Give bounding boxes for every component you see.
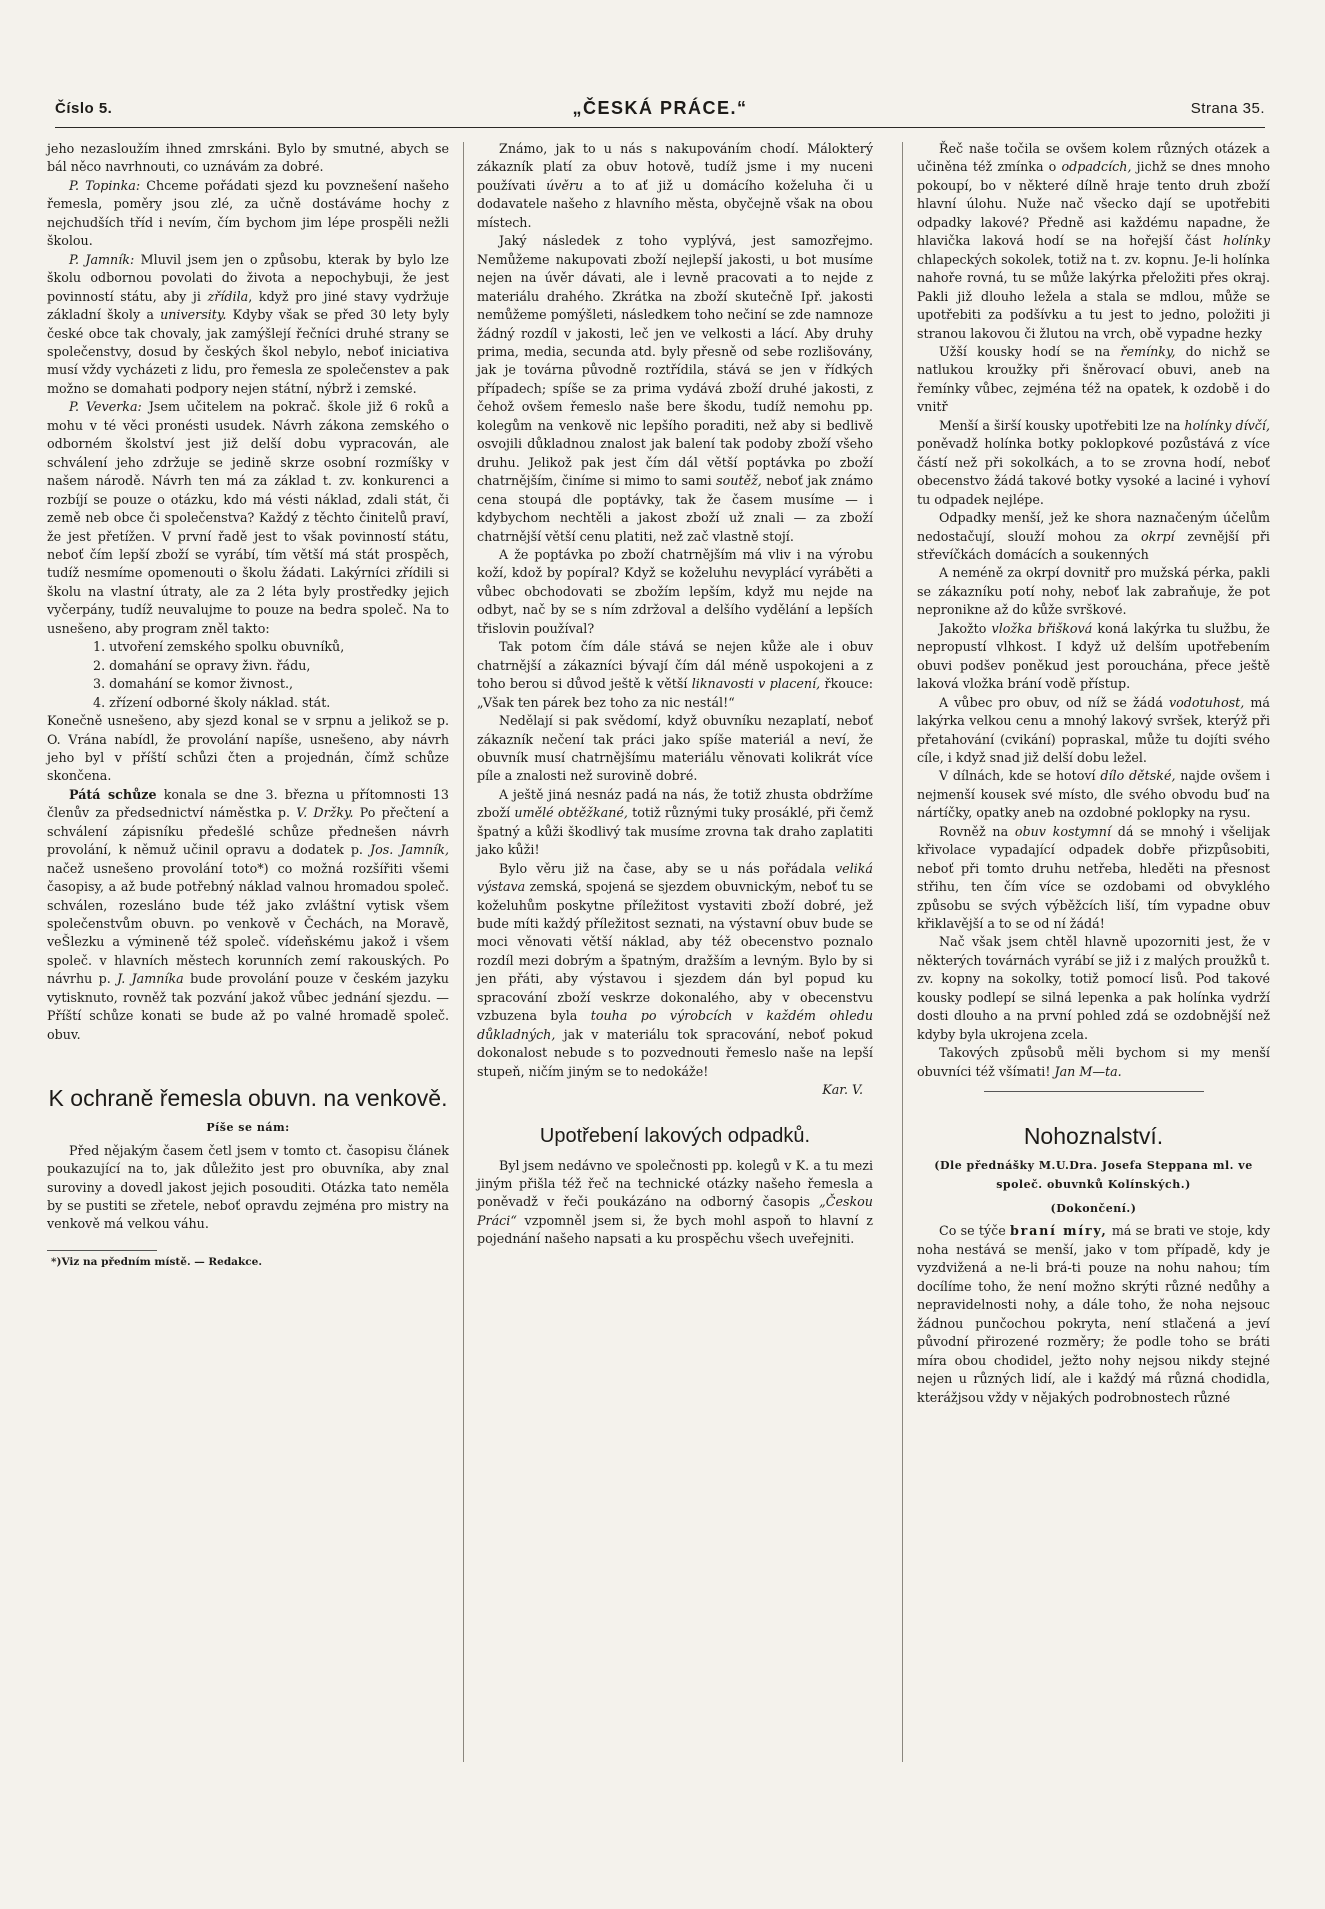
- paragraph: A vůbec pro obuv, od níž se žádá vodotuhost, má lakýrka velkou cenu a mnohý lakový svršek, kterýž při přetahování (cvikání) popraskal, může tu dojíti svého cíle, i když snad již delší dobu ležel.: [917, 694, 1270, 765]
- page-number: Strana 35.: [1190, 100, 1265, 117]
- column-3: [917, 140, 1270, 1407]
- paragraph: Pátá schůze konala se dne 3. března u přítomnosti 13 členův za předsednictví náměstka p. V. Držky. Po přečtení a schválení zápisníku předešlé schůze přednešen návrh provolání, k němuž učinil opravu a dodatek p. Jos. Jamník, načež usnešeno provolání toto*) co možná rozšířiti všemi časopisy, a až bude potřebný náklad valnou hromadou společ. schválen, rozesláno bude též jako zvláštní vytisk všem společenstvům obuvn. po venkově v Čechách, na Moravě, veŠlezku a výmineně též společ. vídeňskému jakož i všem společ. v hlavních městech korunních zemí rakouských. Po návrhu p. J. Jamníka bude provolání pouze v českém jazyku vytisknuto, rovněž tak pozvání jakož vůbec jednání sjezdu. — Příští schůze konati se bude až po valné hromadě společ. obuv.: [47, 786, 450, 1042]
- article-title: Nohoznalství.: [1023, 1123, 1164, 1150]
- paragraph: Jakožto vložka břišková koná lakýrka tu službu, že nepropustí vlhkost. I když už delším upotřebením obuvi podšev poněkud jest porouchána, přece ještě laková vložka brání vodě přístup.: [917, 620, 1270, 692]
- paragraph: A že poptávka po zboží chatrnějším má vliv i na výrobu koží, kdož by popíral? Když se koželuhu nevyplácí vyráběti a vůbec obchodovati se zbožím lepším, když mu nejde na odbyt, nač by se s ním zdržoval a delšího vydělání a lepších třislovin používal?: [477, 546, 873, 636]
- paragraph: Tak potom čím dále stává se nejen kůže ale i obuv chatrnější a zákazníci bývají čím dál méně uspokojeni a z toho berou si důvod ještě k větší liknavosti v placení, řkouce: „Však ten párek bez toho za nic nestál!“: [477, 639, 873, 710]
- paragraph: Jaký následek z toho vyplývá, jest samozřejmo. Nemůžeme nakupovati zboží nejlepší jakosti, u bot musíme nejen na úvěr dávati, ale i levně pracovati a to nejde z materiálu drahého. Zkrátka na zboží skutečně Ipř. jakosti nemůžeme pomýšleti, následkem toho nečiní se zde namnoze žádný rozdíl v jakosti, leč jen ve velkosti a lácí. Aby druhy prima, media, secunda atd. byly přesně od sebe rozlišovány, jak je továrna původně roztřídila, stává se jen v řídkých případech; spíše se za prima vydává zboží druhé jakosti, z čehož ovšem řemeslo naše bere škodu, tudíž nemohu pp. kolegům na venkově nic lepšího poraditi, než aby si bedlivě osvojili důkladnou znalost jak balení tak podoby zboží všeho druhu. Jelikož pak jest čím dál větší poptávka po zboží chatrnějším, činíme si mimo to sami soutěž, neboť jak známo cena stoupá dle poptávky, tak že časem musíme — i kdybychom nechtěli a jakost zboží už znali — za zboží chatrnější větší cenu platiti, než zač vlastně stojí.: [477, 233, 873, 544]
- paragraph: Byl jsem nedávno ve společnosti pp. kolegů v K. a tu mezi jiným přišla též řeč na technické otázky našeho řemesla a poněvadž v řeči poukázáno na odborný časopis „Českou Práci“ vzpomněl jsem si, že bych mohl aspoň to hlavní z pojednání našeho napsati a ku prospěchu všech uveřejniti.: [477, 1157, 873, 1247]
- author-signature: Jan M—ta.: [1054, 1063, 1122, 1079]
- paragraph: Nač však jsem chtěl hlavně upozorniti jest, že v některých továrnách vyrábí se již i z malých proužků t. zv. kopny na sokolky, totiž pomocí lisů. Pod takové kousky podlepí se silná lepenka a pak holínka vydrží dosti dlouho a na první pohled zdá se ozdobnější než kdyby byla ukrojena zcela.: [917, 934, 1270, 1042]
- paragraph: Takových způsobů měli bychom si my menší obuvníci též všímati! Jan M—ta.: [917, 1045, 1270, 1079]
- list-item: 1. utvoření zemského spolku obuvníků,: [93, 639, 345, 655]
- paragraph: jeho nezasloužím ihned zmrskáni. Bylo by smutné, abych se bál něco navrhnouti, co uznávám za dobré.: [47, 141, 449, 175]
- header-divider: [55, 127, 1265, 128]
- column-divider: [463, 142, 464, 1762]
- page-header: [55, 98, 1265, 124]
- paragraph: Co se týče braní míry, má se brati ve stoje, kdy noha nestává se menší, jako v tom případě, kdy je vyzdvižená a ne-li brá-ti pouze na nohu nahou; tím docílíme toho, že není možno skrýti různé nedůhy a nepravidelnosti nohy, a dále toho, že noha nejsouc žádnou punčochou pokryta, není stlačená a jeví původní přirozené rozměry; že podle toho se bráti míra obou chodidel, ježto nohy nejsou nikdy stejné nejen u různých lidí, ale i každý má různá chodidla, kterážjsou vždy v nějakých podrobnostech různé: [917, 1223, 1270, 1405]
- author-signature: Kar. V.: [822, 1082, 863, 1098]
- paragraph: A neméně za okrpí dovnitř pro mužská pérka, pakli se zákazníku potí nohy, neboť lak zabraňuje, že pot nepronikne až do kůže svrškové.: [917, 565, 1270, 618]
- list-item: 2. domahání se opravy živn. řádu,: [93, 657, 311, 673]
- article-subhead: (Dokončení.): [1050, 1202, 1137, 1216]
- paragraph: Menší a širší kousky upotřebiti lze na holínky dívčí, poněvadž holínka botky poklopkové pozůstává z více částí než při sokolkách, a to se zrovna hodí, neboť obecenstvo žádá takové botky vysoké a laciné i vyhoví tu odpadek nejlépe.: [917, 417, 1270, 507]
- speaker-name: P. Jamník:: [69, 251, 135, 267]
- article-subhead: Píše se nám:: [206, 1121, 290, 1135]
- column-2: [477, 140, 873, 1249]
- paragraph: Známo, jak to u nás s nakupováním chodí. Málokterý zákazník platí za obuv hotově, tudíž jsme i my nuceni používati úvěru a to ať již u domácího koželuha či u dodavatele našeho z hlavního města, obyčejně však na obou místech.: [477, 141, 873, 230]
- footnote-divider: [47, 1250, 157, 1251]
- paragraph: P. Veverka: Jsem učitelem na pokrač. škole již 6 roků a mohu v té věci pronésti usudek. Návrh zákona zemského o odborném školství jest již delší dobu vypracován, ale schválení jeho zdržuje se jedině skrze osobní rozmíšky v našem národě. Návrh ten má za základ t. zv. konkurenci a rozbíjí se pouze o otázku, kdo má vésti náklad, zdali stát, či země neb obce či společenstva? Každý z těchto činitelů praví, že jest přetížen. V první řadě jest to však povinností státu, neboť čím lepší zboží se vyrábí, tím větší má stát prospěch, tudíž nesmíme opomenouti o školu žádati. Lakýrníci zřídili si školu na vlastní útraty, ale za 2 léta byly prostředky jejich vyčerpány, tudíž neuvalujme to pouze na bedra společ. Na to usnešeno, aby program zněl takto:: [47, 399, 449, 636]
- paragraph: P. Jamník: Mluvil jsem jen o způsobu, kterak by bylo lze školu odbornou povolati do života a nepochybuji, že jest povinností státu, aby ji zřídila, když pro jiné stavy vydržuje základní školy a university. Kdyby však se před 30 lety byly české obce tak chovaly, jak zamýšlejí řečníci druhé strany se společenstvy, dosud by českých škol nebylo, neboť iniciativa musí vždy vycházeti z lidu, pro řemesla ze společenstev a pak možno se domahati podpory nejen státní, nýbrž i zemské.: [47, 251, 449, 396]
- article-divider: [984, 1091, 1204, 1092]
- footnote: *)Viz na předním místě. — Redakce.: [51, 1255, 262, 1268]
- speaker-name: P. Topinka:: [69, 177, 141, 193]
- issue-number: Číslo 5.: [55, 100, 113, 117]
- paragraph: V dílnách, kde se hotoví dílo dětské, najde ovšem i nejmenší kousek své místo, dle svého obvodu buď na nártíčky, opatky aneb na ozdobné poklopky na rysu.: [917, 768, 1270, 821]
- paragraph: Odpadky menší, jež ke shora naznačeným účelům nedostačují, slouží mohou za okrpí zevnější při střevíčkách domácích a soukenných: [917, 510, 1270, 562]
- speaker-name: P. Veverka:: [69, 399, 142, 415]
- list-item: 4. zřízení odborné školy náklad. stát.: [93, 694, 331, 710]
- paragraph: P. Topinka: Chceme pořádati sjezd ku povznešení našeho řemesla, poměry jsou zlé, za učně dostáváme hochy z nejchudších tříd i nevím, čím bychom jim lépe prospěli nežli školou.: [47, 177, 449, 249]
- article-title: K ochraně řemesla obuvn. na venkově.: [48, 1085, 448, 1112]
- paragraph: Nedělají si pak svědomí, když obuvníku nezaplatí, neboť zákazník nečení tak práci jako spíše materiál a neví, že obuvník musí chatrnějšímu materiálu věnovati kolikrát více píle a znalosti než surovině dobré.: [477, 713, 873, 784]
- paragraph: Rovněž na obuv kostymní dá se mnohý i všelijak křivolace vypadající odpadek dobře přizpůsobiti, neboť při tomto druhu netřeba, hleděti na přesnost střihu, ten čím více se ozdobami od obvyklého způsobu se svých výběžcích liší, tím vypadne obuv křiklavější a to se od ní žádá!: [917, 823, 1270, 932]
- paragraph: A ještě jiná nesnáz padá na nás, že totiž zhusta obdržíme zboží umělé obtěžkané, totiž různými tuky prosáklé, při čemž špatný a kůži škodlivý tak musíme zrovna tak draho zaplatiti jako kůži!: [477, 786, 873, 858]
- column-1: [47, 140, 449, 1271]
- masthead-title: „ČESKÁ PRÁCE.“: [572, 98, 748, 118]
- paragraph: Řeč naše točila se ovšem kolem různých otázek a učiněna též zmínka o odpadcích, jichž se dnes mnoho pokoupí, bo v některé dílně hraje tento druh zboží hlavní úlohu. Nuže nač všecko dají se upotřebiti odpadky lakové? Předně asi každému napadne, že hlavička laková hodí se na hořejší část holínky chlapeckých sokolek, totiž na t. zv. kopnu. Je-li holínka nahoře rovná, tu se může lakýrka přeložiti přes okraj. Pakli již dlouho ležela a stala se mdlou, může se upotřebiti za podšívku a tu jest to jedno, položiti ji stranou lakovou či žlutou na vrch, obě vypadne hezky: [917, 141, 1270, 341]
- paragraph: Bylo věru již na čase, aby se u nás pořádala veliká výstava zemská, spojená se sjezdem obuvnickým, neboť tu se koželuhům poskytne příležitost vystaviti zboží dobré, jež bude míti každý příležitost seznati, na výstavní obuv bude se moci věnovati větší náklad, aby též obecenstvo poznalo rozdíl mezi dobrým a špatným, dražším a levným. Bylo by si jen přáti, aby výstavou i sjezdem dán byl popud ku spracování zboží veskrze dokonalého, aby v obecenstvu vzbuzena byla touha po výrobcích v každém ohledu důkladných, jak v materiálu tok spracování, neboť pokud dokonalost nebude s to pozvednouti řemeslo naše na lepší stupeň, ničím jiným se to nedokáže!: [477, 860, 873, 1079]
- article-subhead: (Dle přednášky M.U.Dra. Josefa Steppana ml. ve společ. obuvnků Kolínských.): [934, 1159, 1253, 1191]
- column-divider: [902, 142, 903, 1762]
- paragraph: Před nějakým časem četl jsem v tomto ct. časopisu článek poukazující na to, jak důležito jest pro obuvníka, aby znal suroviny a dovedl jakost jejich posouditi. Otázka tato neměla by se pustiti se zřetele, neboť opravdu zejména pro mistry na venkově má velkou váhu.: [47, 1142, 449, 1232]
- article-title: Upotřebení lakových odpadků.: [539, 1124, 811, 1147]
- paragraph: Konečně usnešeno, aby sjezd konal se v srpnu a jelikož se p. O. Vrána nabídl, že provolání napíše, usnešeno, aby návrh jeho byl v příští schůzi čten a projednán, čímž schůze skončena.: [47, 713, 449, 784]
- paragraph: Užší kousky hodí se na řemínky, do nichž se natlukou kroužky při šněrovací obuvi, aneb na řemínky vůbec, zejména též na opatek, k ozdobě i do vnitř: [917, 343, 1270, 415]
- list-item: 3. domahání se komor živnost.,: [93, 676, 294, 692]
- program-list: [47, 638, 449, 712]
